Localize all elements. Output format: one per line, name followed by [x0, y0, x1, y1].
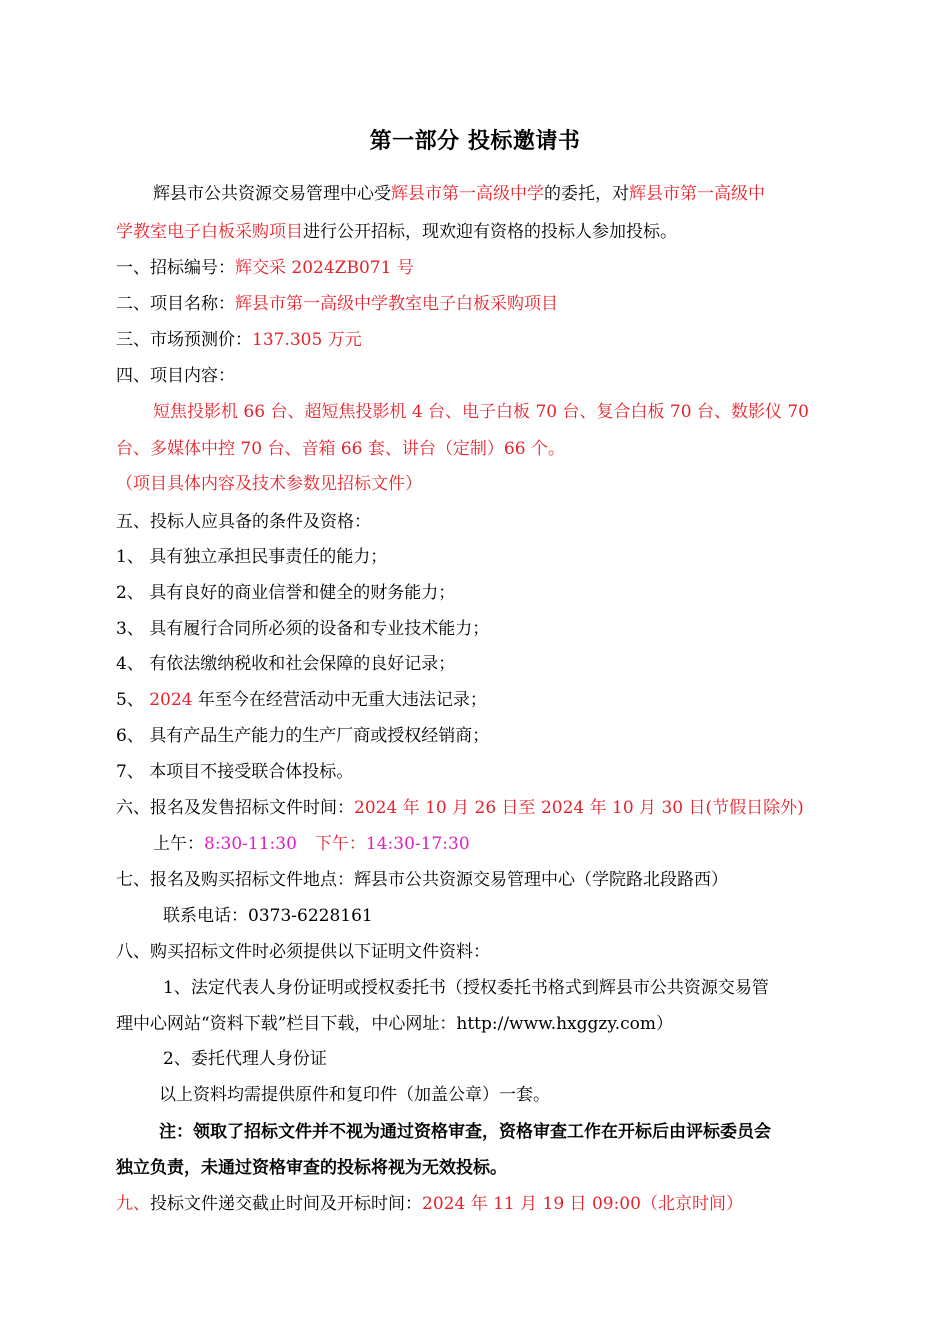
intro-text-3: 进行公开招标，现欢迎有资格的投标人参加投标。 — [303, 222, 677, 242]
section-9 — [116, 1192, 743, 1216]
document-title: 第一部分 投标邀请书 — [369, 128, 581, 154]
section-3-label: 三、市场预测价： — [116, 330, 252, 350]
section-7-label: 七、报名及购买招标文件地点：辉县市公共资源交易管理中心（学院路北段路西） — [116, 870, 728, 890]
pm-label: 下午： — [314, 834, 366, 854]
document-item-1-line-1: 1、法定代表人身份证明或授权委托书（授权委托书格式到辉县市公共资源交易管 — [163, 978, 769, 998]
section-1 — [116, 256, 414, 280]
qualification-7: 7、 本项目不接受联合体投标。 — [116, 762, 354, 782]
project-content-note: （项目具体内容及技术参数见招标文件） — [116, 474, 422, 494]
qualification-3: 3、 具有履行合同所必须的设备和专业技术能力； — [116, 619, 490, 639]
qualification-5 — [116, 688, 487, 712]
deadline-time: 2024 年 11 月 19 日 09:00（北京时间） — [422, 1194, 743, 1214]
intro-line-2 — [116, 220, 677, 244]
intro-purchaser: 辉县市第一高级中学 — [391, 184, 544, 204]
qualification-2: 2、 具有良好的商业信誉和健全的财务能力； — [116, 583, 456, 603]
qualification-5-year: 2024 — [149, 690, 193, 710]
section-9-label: 投标文件递交截止时间及开标时间： — [150, 1194, 422, 1214]
section-2 — [116, 292, 558, 316]
sale-hours — [153, 832, 470, 856]
qualification-4: 4、 有依法缴纳税收和社会保障的良好记录； — [116, 654, 456, 674]
estimated-price: 137.305 万元 — [252, 330, 362, 350]
bid-number: 辉交采 2024ZB071 号 — [235, 258, 414, 278]
qualification-6: 6、 具有产品生产能力的生产厂商或授权经销商； — [116, 726, 490, 746]
qualification-5-number: 5、 — [116, 690, 150, 710]
intro-line-1 — [153, 182, 765, 206]
qualification-5-text: 年至今在经营活动中无重大违法记录； — [192, 690, 487, 710]
section-1-label: 一、招标编号： — [116, 258, 235, 278]
intro-project-name-part1: 辉县市第一高级中 — [629, 184, 765, 204]
intro-project-name-part2: 学教室电子白板采购项目 — [116, 222, 303, 242]
section-9-number: 九、 — [116, 1194, 150, 1214]
section-3 — [116, 328, 362, 352]
section-4-label: 四、项目内容： — [116, 366, 235, 386]
document-item-1-line-2: 理中心网站“资料下载”栏目下载，中心网址：http://www.hxggzy.com） — [116, 1014, 673, 1034]
pm-hours: 14:30-17:30 — [365, 834, 470, 854]
intro-text-2: 的委托，对 — [544, 184, 629, 204]
section-5-label: 五、投标人应具备的条件及资格： — [116, 512, 371, 532]
intro-text-1: 辉县市公共资源交易管理中心受 — [153, 184, 391, 204]
document-item-2: 2、委托代理人身份证 — [163, 1049, 327, 1069]
project-name: 辉县市第一高级中学教室电子白板采购项目 — [235, 294, 558, 314]
am-label: 上午： — [153, 834, 204, 854]
section-8-label: 八、购买招标文件时必须提供以下证明文件资料： — [116, 942, 490, 962]
am-hours: 8:30-11:30 — [204, 834, 297, 854]
sale-period: 2024 年 10 月 26 日至 2024 年 10 月 30 日(节假日除外) — [354, 798, 804, 818]
document-requirement: 以上资料均需提供原件和复印件（加盖公章）一套。 — [159, 1085, 550, 1105]
note-line-2: 独立负责，未通过资格审查的投标将视为无效投标。 — [116, 1158, 507, 1178]
note-line-1: 注：领取了招标文件并不视为通过资格审查，资格审查工作在开标后由评标委员会 — [159, 1122, 771, 1142]
section-6-label: 六、报名及发售招标文件时间： — [116, 798, 354, 818]
project-content-line-1: 短焦投影机 66 台、超短焦投影机 4 台、电子白板 70 台、复合白板 70 台、数影仪 70 — [153, 402, 809, 422]
section-2-label: 二、项目名称： — [116, 294, 235, 314]
contact-phone: 联系电话：0373-6228161 — [163, 906, 373, 926]
section-6 — [116, 796, 804, 820]
qualification-1: 1、 具有独立承担民事责任的能力； — [116, 547, 388, 567]
project-content-line-2: 台、多媒体中控 70 台、音箱 66 套、讲台（定制）66 个。 — [116, 439, 565, 459]
